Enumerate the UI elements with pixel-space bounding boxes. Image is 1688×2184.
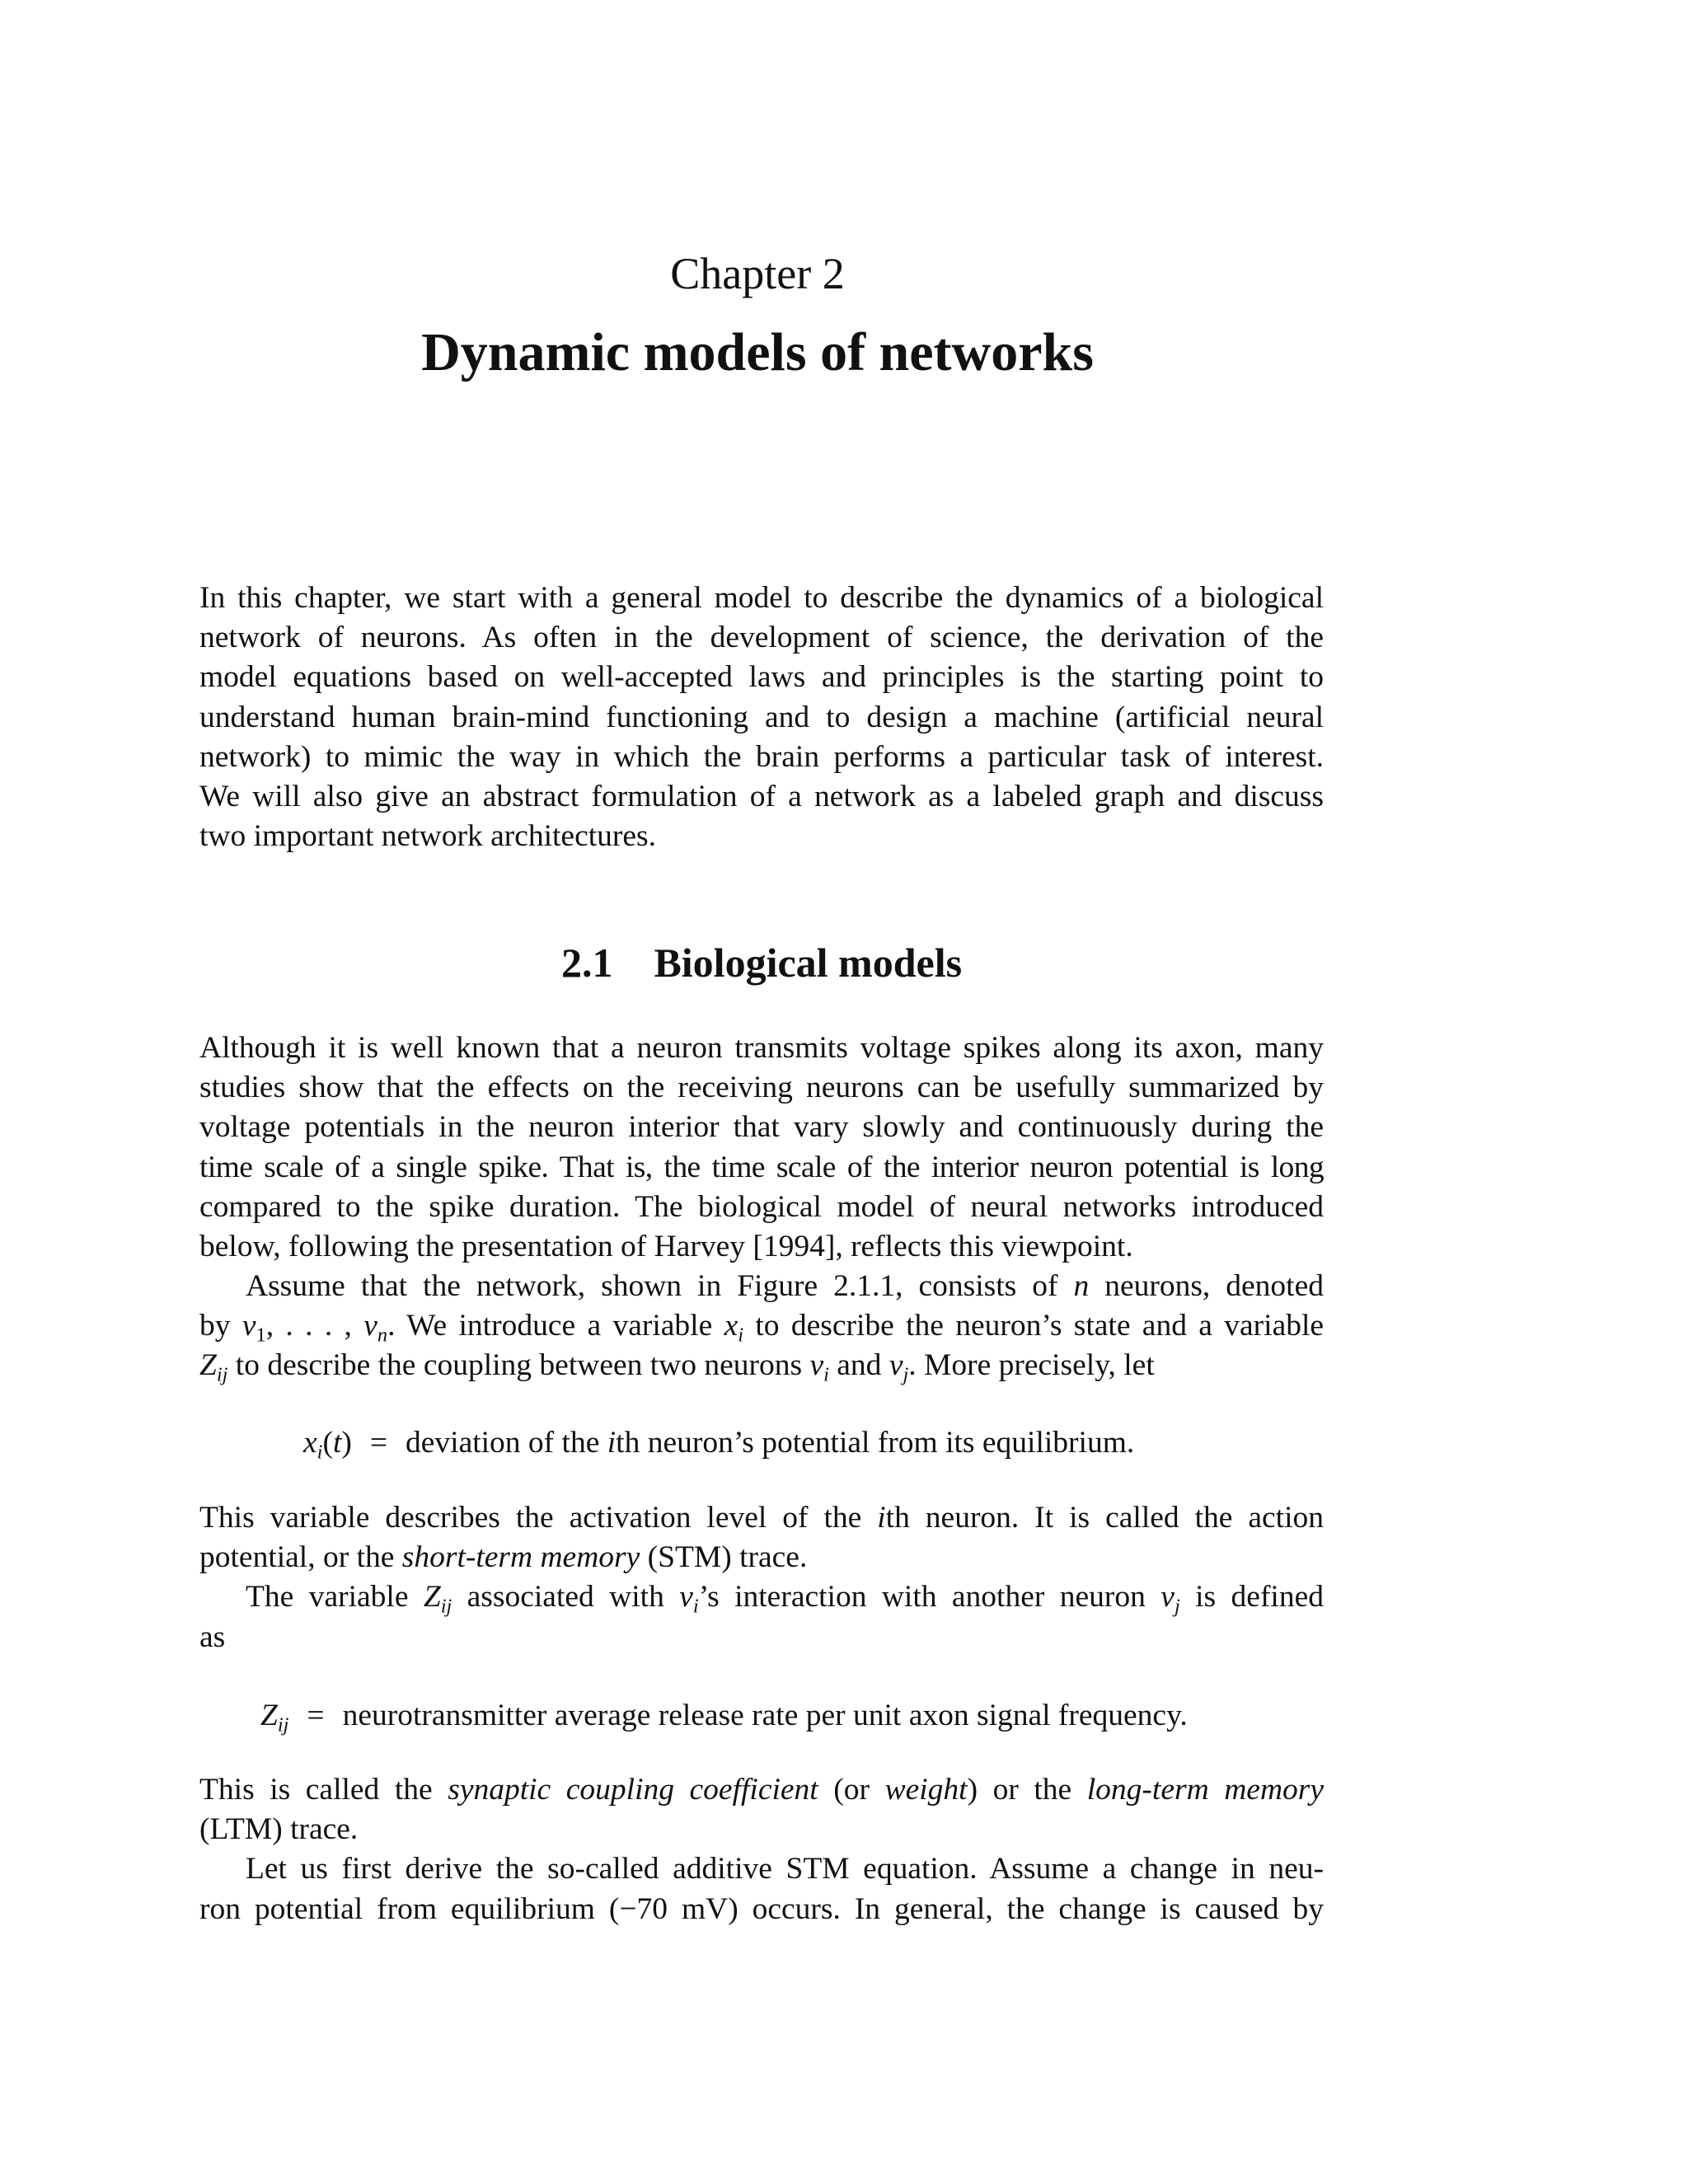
section-number: 2.1 [560,940,613,986]
paragraph-line: below, following the presentation of Harvey [1994], reflects this viewpoint. [199,1230,1133,1264]
section-heading [0,938,1523,987]
intro-line: two important network architectures. [199,819,656,854]
paragraph-line: This variable describes the activation level of the ith neuron. It is called the action [199,1501,1324,1535]
paragraph-line: voltage potentials in the neuron interior that vary slowly and continuously during the [199,1110,1324,1145]
intro-line: model equations based on well-accepted laws and principles is the starting point to [199,660,1324,695]
equation-operator: = [369,1426,388,1460]
paragraph-line: $Z_{ij}$ to describe the coupling between two neurons $\nu_i$ and $\nu_j$. More precisely, let [199,1348,1155,1386]
paragraph-biological-intro [199,1029,1324,1267]
equation-lhs: $Z_{ij}$ [260,1699,289,1736]
paragraph-network-assumption [199,1267,1324,1386]
paragraph-line: Let us first derive the so-called additive STM equation. Assume a change in neu- [246,1852,1324,1886]
equation-operator: = [307,1699,325,1732]
paragraph-line: The variable $Z_{ij}$ associated with $\nu_i’s$ interaction with another neuron $\nu_j$ is defined [246,1580,1324,1618]
paragraph-line: (LTM) trace. [199,1812,359,1847]
intro-line: network of neurons. As often in the development of science, the derivation of the [199,621,1324,655]
paragraph-line: ron potential from equilibrium (−70 mV) occurs. In general, the change is caused by [199,1891,1324,1926]
chapter-label: Chapter 2 [670,249,845,298]
intro-line: network) to mimic the way in which the brain performs a particular task of interest. [199,739,1324,774]
paragraph-line: time scale of a single spike. That is, the time scale of the interior neuron potential is long [199,1150,1324,1184]
paragraph-activation [199,1498,1324,1657]
paragraph-line: compared to the spike duration. The biological model of neural networks introduced [199,1189,1324,1224]
paragraph-line: by $\nu_1$, . . . , $\nu_n$. We introduce a variable $x_i$ to describe the neuron’s state and a variable [199,1309,1325,1347]
intro-line: understand human brain-mind functioning and to design a machine (artificial neural [199,700,1324,734]
intro-line: We will also give an abstract formulation of a network as a labeled graph and discuss [199,780,1324,814]
intro-line: In this chapter, we start with a general model to describe the dynamics of a biological [199,581,1324,615]
paragraph-line: potential, or the short-term memory (STM) trace. [199,1540,808,1575]
equation-rhs: deviation of the ith neuron’s potential from its equilibrium. [406,1426,1135,1460]
chapter-title: Dynamic models of networks [421,322,1094,382]
paragraph-line: This is called the synaptic coupling coefficient (or weight) or the long-term memory [199,1773,1325,1807]
equation-stm-definition [303,1423,1134,1463]
intro-paragraph [199,579,1324,856]
equation-ltm-definition [260,1696,1188,1736]
paragraph-line: Although it is well known that a neuron transmits voltage spikes along its axon, many [199,1031,1324,1065]
equation-lhs: $x_i(t)$ [303,1426,352,1464]
paragraph-line: Assume that the network, shown in Figure 2.1.1, consists of n neurons, denoted [246,1269,1324,1303]
equation-rhs: neurotransmitter average release rate per unit axon signal frequency. [342,1699,1188,1732]
paragraph-line: studies show that the effects on the receiving neurons can be usefully summarized by [199,1071,1324,1105]
paragraph-synaptic [199,1770,1324,1929]
paragraph-line: as [199,1619,226,1654]
section-title: Biological models [654,940,963,986]
